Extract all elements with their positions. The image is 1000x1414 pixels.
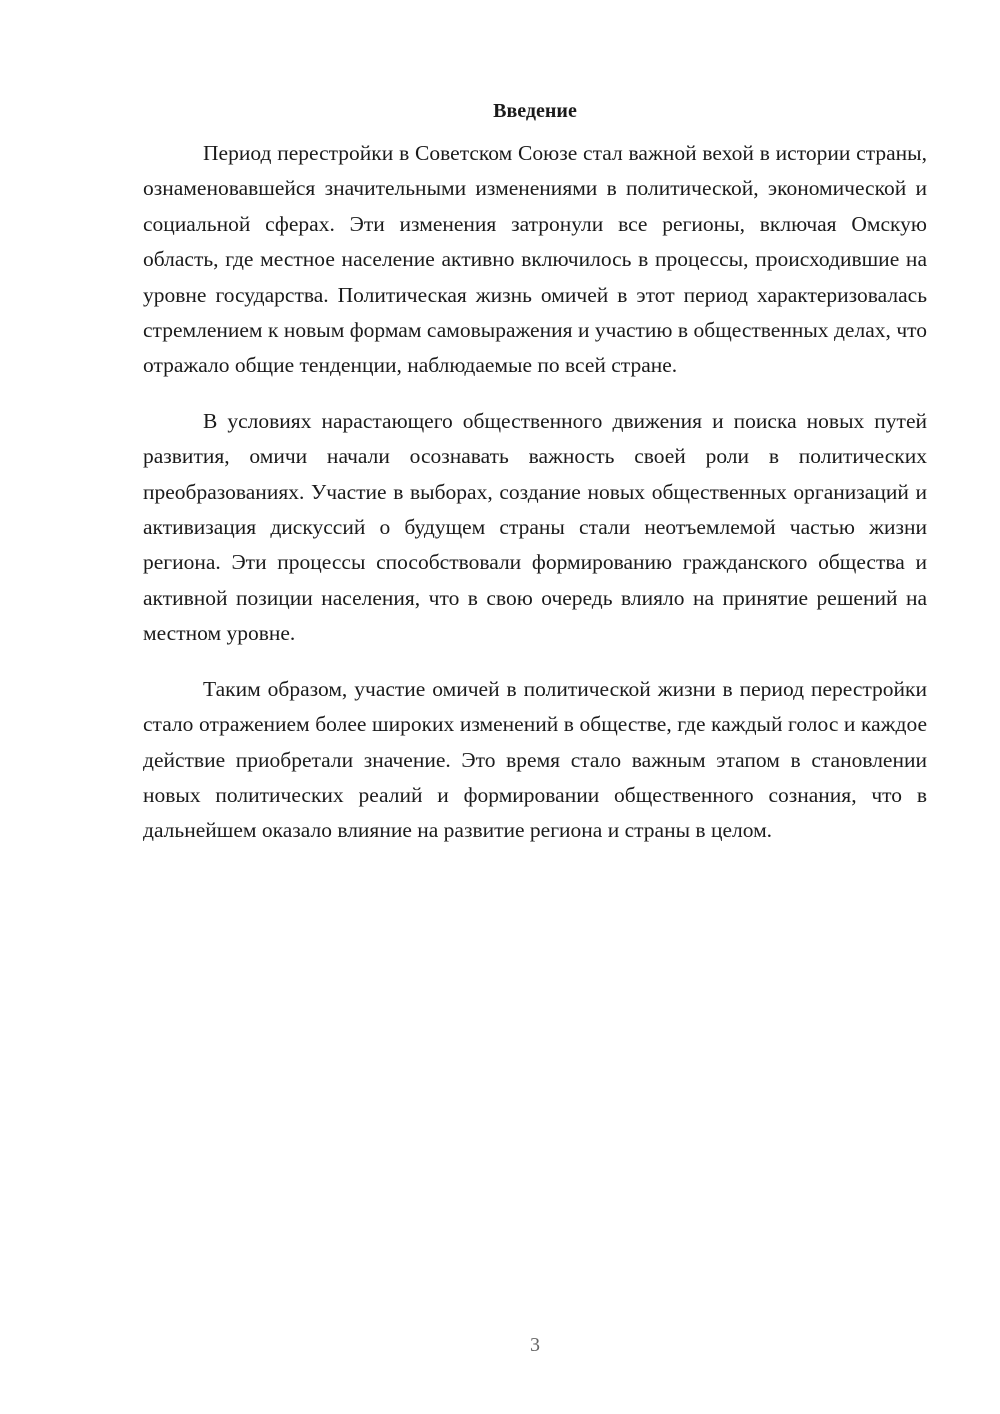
paragraph: Таким образом, участие омичей в политической жизни в период перестройки стало отражением более широких изменений в обществе, где каждый голос и каждое действие приобретали значение. Это время стало важным этапом в становлении новых политических реалий и формировании общественного сознания, что в дальнейшем оказало влияние на развитие региона и страны в целом.: [143, 676, 927, 843]
section-heading: Введение: [493, 100, 577, 122]
paragraph: В условиях нарастающего общественного движения и поиска новых путей развития, омичи начали осознавать важность своей роли в политических преобразованиях. Участие в выборах, создание новых общественных организаций и активизация дискуссий о будущем страны стали неотъемлемой частью жизни региона. Эти процессы способствовали формированию гражданского общества и активной позиции населения, что в свою очередь влияло на принятие решений на местном уровне.: [143, 408, 927, 646]
paragraph: Период перестройки в Советском Союзе стал важной вехой в истории страны, ознаменовавшейся значительными изменениями в политической, экономической и социальной сферах. Эти изменения затронули все регионы, включая Омскую область, где местное население активно включилось в процессы, происходившие на уровне государства. Политическая жизнь омичей в этот период характеризовалась стремлением к новым формам самовыражения и участию в общественных делах, что отражало общие тенденции, наблюдаемые по всей стране.: [143, 141, 927, 378]
page-number: 3: [530, 1334, 540, 1356]
page-content: [143, 96, 927, 869]
